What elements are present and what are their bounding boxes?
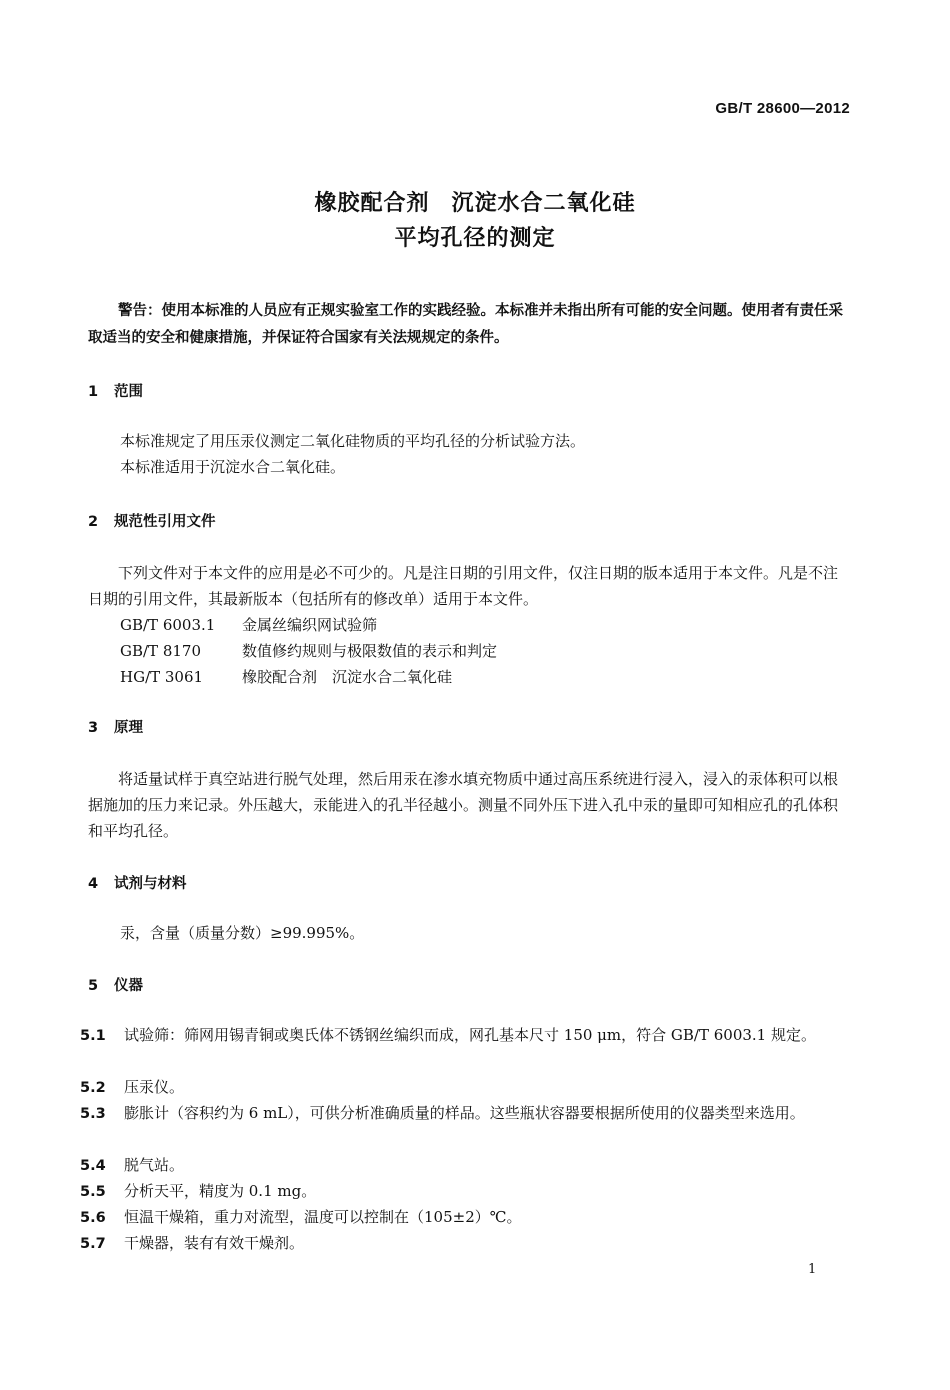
- section-1-paragraph-2: 本标准适用于沉淀水合二氧化硅。: [120, 458, 346, 476]
- reference-item: [88, 664, 884, 690]
- section-1-heading: [88, 380, 143, 401]
- section-title: 仪器: [114, 978, 143, 994]
- warning-paragraph: 警告：使用本标准的人员应有正规实验室工作的实践经验。本标准并未指出所有可能的安全问题。使用者有责任采取适当的安全和健康措施，并保证符合国家有关法规规定的条件。: [88, 303, 843, 346]
- reference-item: [88, 638, 884, 664]
- document-title-line2: 平均孔径的测定: [394, 226, 556, 251]
- section-1-paragraph-1: 本标准规定了用压汞仪测定二氧化硅物质的平均孔径的分析试验方法。: [120, 432, 586, 450]
- item-text: 试验筛：筛网用锡青铜或奥氏体不锈钢丝编织而成，网孔基本尺寸 150 μm，符合 GB/T 6003.1 规定。: [124, 1026, 816, 1044]
- section-2-intro: 下列文件对于本文件的应用是必不可少的。凡是注日期的引用文件，仅注日期的版本适用于本文件。凡是不注日期的引用文件，其最新版本（包括所有的修改单）适用于本文件。: [88, 564, 839, 608]
- item-text: 分析天平，精度为 0.1 mg。: [124, 1182, 317, 1200]
- section-number: 5: [88, 978, 99, 994]
- section-number: 1: [88, 384, 99, 400]
- section-number: 4: [88, 876, 99, 892]
- section-title: 范围: [114, 384, 143, 400]
- instrument-item: [80, 1230, 852, 1257]
- item-number: 5.1: [80, 1028, 106, 1044]
- instrument-item: [80, 1074, 852, 1101]
- item-text: 压汞仪。: [124, 1078, 185, 1096]
- title-part2: 沉淀水合二氧化硅: [451, 191, 636, 216]
- section-5-heading: [88, 974, 143, 995]
- standard-code: GB/T 28600—2012: [715, 100, 850, 117]
- item-number: 5.4: [80, 1158, 106, 1174]
- section-2-heading: [88, 510, 216, 531]
- item-text: 恒温干燥箱，重力对流型，温度可以控制在（105±2）℃。: [124, 1208, 522, 1226]
- section-4-heading: [88, 872, 187, 893]
- section-number: 2: [88, 514, 99, 530]
- item-text: 脱气站。: [124, 1156, 185, 1174]
- reference-name: 橡胶配合剂 沉淀水合二氧化硅: [242, 668, 453, 686]
- item-number: 5.3: [80, 1106, 106, 1122]
- reference-name: 金属丝编织网试验筛: [242, 616, 378, 634]
- instrument-item: [80, 1204, 852, 1231]
- reference-name: 数值修约规则与极限数值的表示和判定: [242, 642, 498, 660]
- reference-item: [88, 612, 884, 638]
- page-number: 1: [808, 1262, 817, 1277]
- section-3-heading: [88, 716, 143, 737]
- item-text: 干燥器，装有有效干燥剂。: [124, 1234, 305, 1252]
- item-number: 5.5: [80, 1184, 106, 1200]
- item-number: 5.6: [80, 1210, 106, 1226]
- section-title: 原理: [114, 720, 143, 736]
- document-title-line1: [0, 186, 950, 217]
- section-4-paragraph: 汞，含量（质量分数）≥99.995%。: [120, 924, 365, 942]
- section-title: 规范性引用文件: [114, 514, 216, 530]
- item-number: 5.7: [80, 1236, 106, 1252]
- instrument-item: [80, 1178, 852, 1205]
- instrument-item: [80, 1022, 852, 1049]
- section-3-paragraph: 将适量试样于真空站进行脱气处理，然后用汞在渗水填充物质中通过高压系统进行浸入，浸入的汞体积可以根据施加的压力来记录。外压越大，汞能进入的孔半径越小。测量不同外压下进入孔中汞的量即可知相应孔的孔体积和平均孔径。: [88, 770, 839, 840]
- reference-code: HG/T 3061: [120, 668, 204, 686]
- reference-code: GB/T 6003.1: [120, 616, 216, 634]
- instrument-item: [80, 1152, 852, 1179]
- reference-code: GB/T 8170: [120, 642, 202, 660]
- item-text: 膨胀计（容积约为 6 mL），可供分析准确质量的样品。这些瓶状容器要根据所使用的仪器类型来选用。: [124, 1104, 805, 1122]
- instrument-item: [80, 1100, 852, 1127]
- title-part1: 橡胶配合剂: [314, 191, 430, 216]
- section-number: 3: [88, 720, 99, 736]
- item-number: 5.2: [80, 1080, 106, 1096]
- section-title: 试剂与材料: [114, 876, 187, 892]
